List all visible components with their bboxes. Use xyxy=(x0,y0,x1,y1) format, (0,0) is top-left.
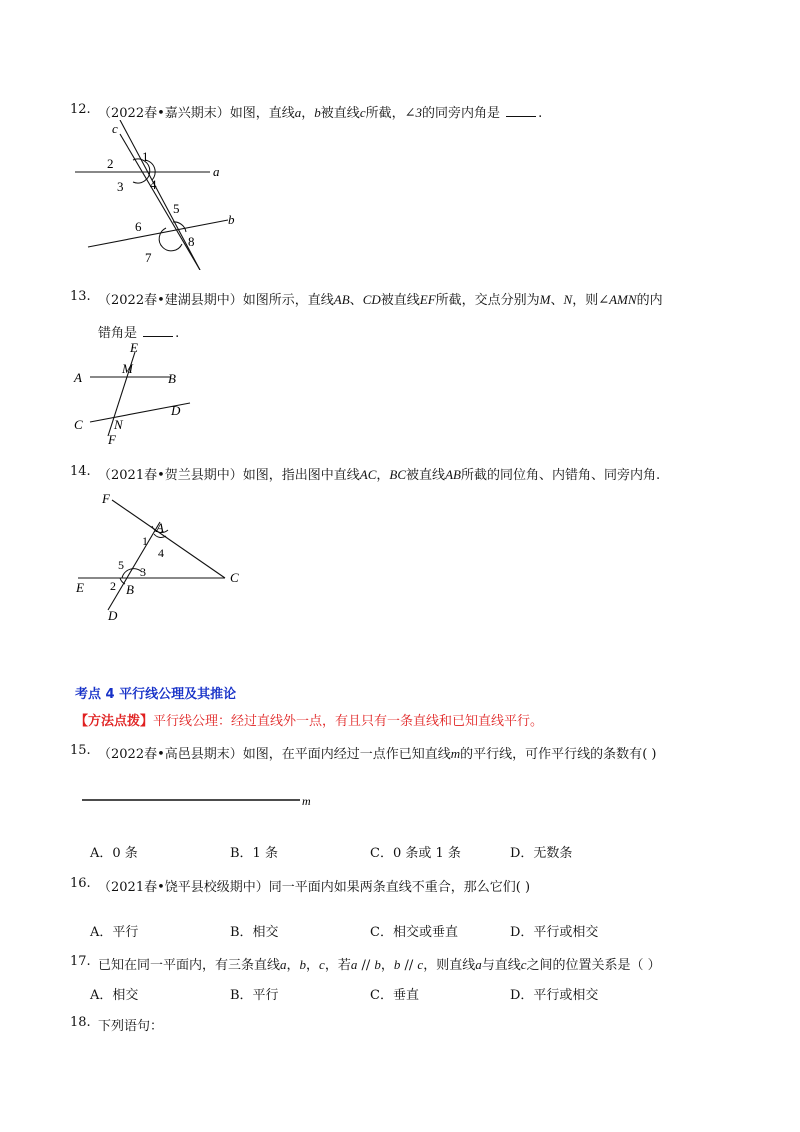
source-tag: （2022春•嘉兴期末） xyxy=(98,106,230,121)
label-6: 6 xyxy=(135,219,142,234)
text: 、 xyxy=(349,293,363,308)
label-A: A xyxy=(74,370,82,385)
text: ， xyxy=(376,468,390,483)
var: a xyxy=(350,957,358,972)
option-c[interactable]: C．垂直 xyxy=(370,988,419,1003)
text: 的同旁内角是 xyxy=(422,106,501,121)
label-1: 1 xyxy=(142,149,149,164)
var: b xyxy=(374,957,381,972)
text: // xyxy=(400,958,418,973)
label-M: M xyxy=(122,361,133,376)
label-2: 2 xyxy=(107,156,114,171)
question-text xyxy=(98,464,660,483)
option-b[interactable]: B．1 条 xyxy=(230,846,278,861)
label-3: 3 xyxy=(117,179,124,194)
label-3: 3 xyxy=(140,565,146,579)
question-text xyxy=(98,876,530,895)
text: 同一平面内如果两条直线不重合，那么它们 xyxy=(268,880,516,895)
answer-paren[interactable]: ( ) xyxy=(515,880,531,895)
question-text: 下列语句： xyxy=(98,1019,164,1034)
var: c xyxy=(319,957,325,972)
label-F: F xyxy=(108,432,116,447)
label-5: 5 xyxy=(173,201,180,216)
text: ， xyxy=(306,958,320,973)
source-tag: （2022春•高邑县期末） xyxy=(98,747,243,762)
label-1: 1 xyxy=(142,534,148,548)
label-5: 5 xyxy=(118,558,124,572)
var: a xyxy=(475,957,482,972)
var: N xyxy=(563,292,573,307)
text: 被直线 xyxy=(380,293,420,308)
text: 如图所示，直线 xyxy=(242,293,334,308)
option-a[interactable]: A．0 条 xyxy=(90,846,138,861)
label-4: 4 xyxy=(150,177,157,192)
label-C: C xyxy=(230,570,239,585)
section-title: 考点 4 平行线公理及其推论 xyxy=(75,687,237,702)
option-b[interactable]: B．相交 xyxy=(230,925,279,940)
text: 、 xyxy=(550,293,564,308)
var: m xyxy=(450,746,461,761)
option-d[interactable]: D．平行或相交 xyxy=(510,988,599,1003)
text: ，则 xyxy=(572,293,599,308)
text: ，则直线 xyxy=(423,958,476,973)
var: ∠3 xyxy=(404,105,423,120)
label-B: B xyxy=(126,582,134,597)
label-A: A xyxy=(156,520,164,535)
option-d[interactable]: D．平行或相交 xyxy=(510,925,599,940)
question-number: 12. xyxy=(70,102,91,117)
var: b xyxy=(393,957,401,972)
question-number: 17. xyxy=(70,954,91,969)
label-D: D xyxy=(171,403,181,418)
source-tag: （2021春•贺兰县期中） xyxy=(98,468,243,483)
var: BC xyxy=(389,467,407,482)
text: // xyxy=(357,958,375,973)
question-text xyxy=(98,743,656,762)
text: 所截的同位角、内错角、同旁内角. xyxy=(460,468,661,483)
label-C: C xyxy=(74,417,83,432)
label-F: F xyxy=(102,491,110,506)
label-8: 8 xyxy=(188,234,195,249)
label-E: E xyxy=(130,340,138,355)
option-b[interactable]: B．平行 xyxy=(230,988,279,1003)
source-tag: （2022春•建湖县期中） xyxy=(98,293,243,308)
figure-15 xyxy=(80,790,330,810)
option-c[interactable]: C．0 条或 1 条 xyxy=(370,846,461,861)
var: AC xyxy=(359,467,377,482)
text: 的内 xyxy=(636,293,663,308)
text: ，若 xyxy=(324,958,351,973)
var: b xyxy=(299,957,307,972)
label-c: c xyxy=(112,121,118,136)
label-E: E xyxy=(76,580,84,595)
var: AB xyxy=(333,292,350,307)
question-number: 15. xyxy=(70,743,91,758)
text: 已知在同一平面内，有三条直线 xyxy=(98,958,281,973)
label-a: a xyxy=(213,164,220,179)
text: 如图，指出图中直线 xyxy=(242,468,360,483)
answer-paren[interactable]: 之间的位置关系是（ ） xyxy=(526,958,661,973)
text: 的平行线，可作平行线的条数有 xyxy=(460,747,643,762)
figure-12 xyxy=(70,120,260,270)
var: CD xyxy=(362,292,381,307)
var: b xyxy=(314,105,321,120)
label-D: D xyxy=(108,608,118,623)
text: ， xyxy=(380,958,394,973)
option-a[interactable]: A．相交 xyxy=(90,988,139,1003)
var: a xyxy=(294,105,302,120)
text: . xyxy=(538,106,543,121)
answer-paren[interactable]: ( ) xyxy=(642,747,657,762)
figure-13 xyxy=(70,340,200,450)
var: AB xyxy=(445,467,461,482)
var: ∠AMN xyxy=(598,292,637,307)
label-N: N xyxy=(114,417,123,432)
label-4: 4 xyxy=(158,546,164,560)
text: . xyxy=(175,326,180,341)
text: 被直线 xyxy=(406,468,446,483)
text: 如图，直线 xyxy=(229,106,295,121)
var: c xyxy=(359,105,366,120)
question-number: 16. xyxy=(70,876,91,891)
tip-label: 【方法点拨】 xyxy=(75,714,154,729)
var: c xyxy=(520,957,527,972)
option-d[interactable]: D．无数条 xyxy=(510,846,573,861)
answer-blank[interactable] xyxy=(143,326,173,337)
text: 如图，在平面内经过一点作已知直线 xyxy=(242,747,451,762)
var: M xyxy=(539,292,551,307)
question-text xyxy=(98,954,661,973)
question-number: 13. xyxy=(70,289,91,304)
label-b: b xyxy=(228,212,235,227)
text: 错角是 xyxy=(98,326,138,341)
option-a[interactable]: A．平行 xyxy=(90,925,139,940)
label-2: 2 xyxy=(110,579,116,593)
text: 被直线 xyxy=(320,106,360,121)
text: ， xyxy=(301,106,315,121)
method-tip xyxy=(75,710,543,729)
label-m: m xyxy=(302,794,311,808)
option-c[interactable]: C．相交或垂直 xyxy=(370,925,458,940)
figure-14 xyxy=(70,488,260,628)
question-number: 18. xyxy=(70,1015,91,1030)
label-7: 7 xyxy=(145,250,152,265)
question-text xyxy=(98,289,663,308)
var: c xyxy=(417,957,424,972)
tip-text: 平行线公理：经过直线外一点，有且只有一条直线和已知直线平行。 xyxy=(153,714,544,729)
source-tag: （2021春•饶平县校级期中） xyxy=(98,880,269,895)
var: EF xyxy=(419,292,436,307)
text: 与直线 xyxy=(481,958,521,973)
question-text xyxy=(98,102,542,121)
question-number: 14. xyxy=(70,464,91,479)
text: 所截， xyxy=(365,106,405,121)
label-B: B xyxy=(168,371,176,386)
text: ， xyxy=(286,958,300,973)
text xyxy=(98,322,179,341)
answer-blank[interactable] xyxy=(506,106,536,117)
text: 所截，交点分别为 xyxy=(435,293,540,308)
var: a xyxy=(280,957,287,972)
